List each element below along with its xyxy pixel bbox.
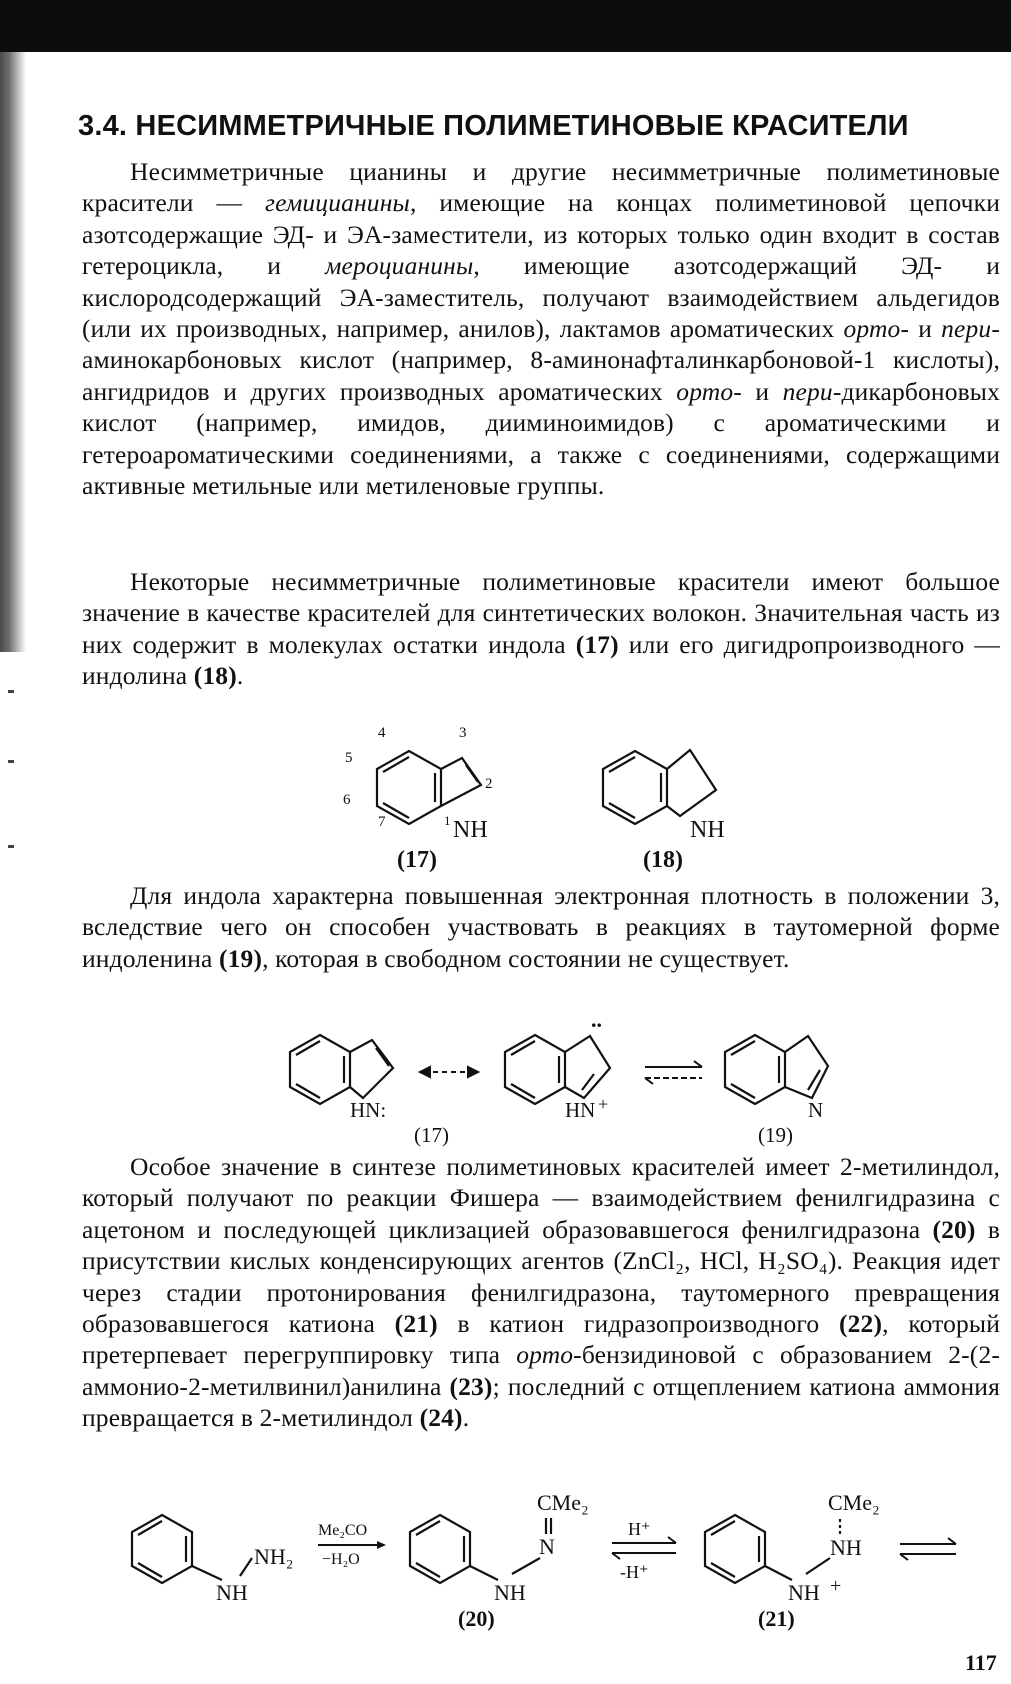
indoline-nh-label: NH [690,817,725,843]
nh-label-a: NH [216,1580,248,1605]
nh-label-d: NH [788,1580,820,1605]
locant-6: 6 [343,792,351,808]
hn-label-b: HN [565,1098,596,1122]
carbanion-dots: .. [591,1010,602,1032]
label-20: (20) [458,1606,495,1631]
locant-4: 4 [378,725,386,741]
section-title: 3.4. НЕСИММЕТРИЧНЫЕ ПОЛИМЕТИНОВЫЕ КРАСИТЕЛИ [78,110,909,142]
cation-structure [505,1035,610,1104]
label-17-b: (17) [414,1123,449,1147]
paragraph-1: Несимметричные цианины и другие несимметричные полиметиновые красители — гемицианины, имеющие на концах полиметиновой цепочки азотсодержащие ЭД- и ЭА-заместители, из которых только один входит в состав гетероцикла, и мероцианины, имеющие азотсодержащий ЭД- и кислородсодержащий ЭА-заместитель, получают взаимодействием альдегидов (или их производных, например, анилов), лактамов ароматических орто- и пери-аминокарбоновых кислот (например, 8-аминонафталинкарбоновой-1 кислоты), ангидридов и других производных ароматических орто- и пери-дикарбоновых кислот (например, имидов, дииминоимидов) с ароматическими и гетероароматическими соединениями, а также с соединениями, содержащими активные метильные или метиленовые группы. [82,157,1000,501]
label-21: (21) [758,1606,795,1631]
nh-label-c: NH [830,1535,862,1560]
nh-label-b: NH [494,1580,526,1605]
label-17: (17) [397,847,437,873]
equilibrium-arrow [645,1061,702,1084]
paragraph-3: Для индола характерна повышенная электронная плотность в положении 3, вследствие чего он способен участвовать в реакциях в таутомерной форме индоленина (19), которая в свободном состоянии не существует. [82,881,1000,973]
indole-nh-label: NH [453,817,488,843]
locant-1: 1 [444,813,451,828]
scan-binding-shadow [0,52,26,652]
locant-5: 5 [345,750,353,766]
n-label-imine: N [539,1534,555,1559]
cme2-label-b: CMe₂ [828,1490,880,1515]
equilibrium-arrow-2 [612,1537,676,1559]
reagent-h-plus: H⁺ [628,1519,651,1539]
indole-17-structure [290,1035,393,1104]
reagent-minus-water: −H₂O [322,1551,360,1568]
nh2-label: NH₂ [254,1544,294,1569]
plus-charge: + [598,1094,609,1114]
locant-3: 3 [459,725,467,741]
indolenine-structure [725,1035,828,1104]
scheme-fischer [0,1488,1011,1638]
scan-speck [8,690,14,693]
hydrazone-20-structure [410,1515,551,1583]
phenylhydrazine-structure [132,1515,252,1583]
locant-7: 7 [378,814,386,830]
cation-21-structure [705,1515,840,1583]
locant-2: 2 [485,776,493,792]
page-number: 117 [965,1650,997,1675]
label-19: (19) [758,1123,793,1147]
paragraph-2: Некоторые несимметричные полиметиновые красители имеют большое значение в качестве красителей для синтетических волокон. Значительная часть из них содержит в молекулах остатки индола (17) или его дигидропроизводного — индолина (18). [82,567,1000,691]
hn-label-a: HN: [350,1098,387,1122]
scan-top-shadow [0,0,1011,52]
reagent-minus-h-plus: -H⁺ [620,1562,649,1582]
scheme-indolenine [0,1010,1011,1150]
indole-structure [377,751,481,824]
resonance-arrow [420,1067,478,1077]
cme2-label-a: CMe₂ [537,1490,589,1515]
plus-charge-21: + [830,1575,842,1597]
paragraph-4: Особое значение в синтезе полиметиновых красителей имеет 2-метилиндол, который получают по реакции Фишера — взаимодействием фенилгидразина с ацетоном и последующей циклизацией образовавшегося фенилгидразона (20) в присутствии кислых конденсирующих агентов (ZnCl₂, HCl, H₂SO₄). Реакция идет через стадии протонирования фенилгидразона, таутомерного превращения образовавшегося катиона (21) в катион гидразопроизводного (22), который претерпевает перегруппировку типа орто-бензидиновой с образованием 2-(2-аммонио-2-метилвинил)анилина (23); последний с отщеплением катиона аммония превращается в 2-метилиндол (24). [82,1152,1001,1433]
n-label-c: N [808,1098,824,1122]
label-18: (18) [643,847,683,873]
indoline-structure [603,750,716,824]
equilibrium-arrow-3 [900,1538,956,1560]
reagent-acetone: Me₂CO [318,1522,368,1539]
scheme-indole-indoline [0,720,1011,880]
